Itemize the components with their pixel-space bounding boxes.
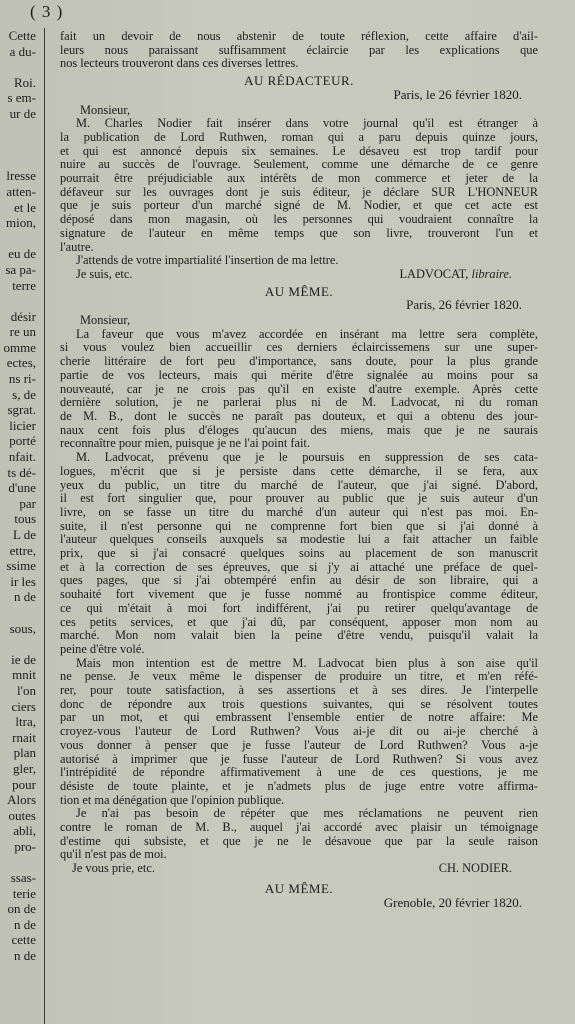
text-line: leurs nous paraissant suffisamment éclaircie par les explications que: [60, 42, 538, 57]
letter2-dateline: Paris, 26 février 1820.: [406, 297, 522, 313]
column-rule: [44, 28, 45, 1024]
left-column-line: Cette: [8, 28, 36, 43]
left-column-line: atten-: [6, 183, 36, 199]
left-column-fragments: [0, 28, 38, 1024]
text-line: cherie littéraire de fort peu d'importance, sans doute, pour la plus grande: [60, 354, 538, 369]
letter2-paragraph-2: [60, 451, 538, 657]
left-column-line: porté: [9, 433, 36, 449]
text-line: et à la correction de ses épreuves, que si j'y ai attaché une préface de quel-: [60, 559, 538, 574]
text-line: suite, il n'est personne qui ne comprenne fort bien que si j'ai donné à: [60, 518, 538, 533]
letter1-closing-formula: Je suis, etc.: [76, 266, 133, 281]
left-column-line: Roi.: [13, 74, 36, 90]
text-line: désiste de toute plainte, et je n'admets plus de juge entre votre affirma-: [60, 778, 538, 793]
left-column-line: terie: [12, 885, 36, 901]
letter3-dateline: Grenoble, 20 février 1820.: [383, 894, 522, 910]
left-column-line: et le: [13, 199, 36, 215]
text-line: qu'il n'est pas de moi.: [60, 847, 167, 862]
text-line: partie de vos lecteurs, mais qui mérite d'être signalée au moins pour sa: [60, 367, 538, 382]
letter3-heading: AU MÊME.: [264, 880, 334, 896]
left-column-line: ectes,: [6, 355, 36, 371]
text-line: peine d'être volé.: [60, 641, 145, 656]
text-line: yeux du public, un titre du marché de l'auteur, que j'ai signé. D'abord,: [60, 477, 538, 492]
letter2-paragraph-4: [60, 807, 538, 862]
left-column-line: désir: [10, 308, 36, 324]
left-column-line: omme: [3, 339, 36, 355]
letter2-closing: Je vous prie, etc.: [72, 861, 155, 876]
letter1-closing: J'attends de votre impartialité l'insertion de ma lettre.: [76, 253, 339, 268]
left-column-line: [0, 636, 38, 652]
left-column-line: Alors: [7, 792, 36, 808]
text-line: dernière solution, je ne parlerai plus ni de M. Ladvocat, ni du roman: [60, 395, 538, 410]
left-column-line: [0, 137, 38, 153]
text-line: si vous voulez bien accueillir ces derniers éclaircissemens sur une super-: [60, 340, 538, 355]
left-column-line: licier: [9, 417, 36, 433]
text-line: croyez-vous l'auteur de Lord Ruthwen? Vous ai-je dit ou ai-je cherché à: [60, 724, 538, 739]
text-line: M. Charles Nodier fait insérer dans votre journal qu'il est étranger à: [76, 116, 538, 131]
text-line: nos lecteurs trouveront dans ces diverses lettres.: [60, 56, 299, 71]
text-line: l'auteur quelques conseils auxquels sa modestie lui a fait attacher un faible: [60, 532, 538, 547]
text-line: l'intrépidité de répondre affirmativement à une de ces questions, je me: [60, 765, 538, 780]
letter1-salutation: Monsieur,: [80, 102, 131, 117]
text-line: M. Ladvocat, prévenu que je le poursuis en suppression de ses cata-: [76, 450, 538, 465]
left-column-line: [0, 122, 38, 138]
left-column-line: sgrat.: [7, 402, 36, 418]
left-column-line: plan: [13, 745, 36, 761]
text-line: prix, que si j'ai consacré quelques soins au placement de son manuscrit: [60, 546, 538, 561]
text-line: la publication de Lord Ruthwen, roman qui a paru depuis quinze jours,: [60, 129, 538, 144]
letter2-signature: CH. NODIER.: [438, 861, 512, 876]
text-line: nuire au succès de l'ouvrage. Seulement, comme une démarche de ce genre: [60, 157, 538, 172]
text-line: marché. Mon nom valait bien la peine d'être vendu, puisqu'il valait la: [60, 628, 538, 643]
left-column-line: n de: [13, 916, 36, 932]
left-column-line: ur de: [9, 105, 36, 121]
text-line: Je n'ai pas besoin de répéter que mes réclamations ne peuvent rien: [76, 806, 538, 821]
left-column-line: l'on: [17, 682, 36, 698]
left-column-line: a du-: [9, 43, 36, 59]
left-column-line: mnit: [12, 667, 36, 683]
left-column-line: ie de: [11, 651, 36, 667]
text-line: déposé dans mon magasin, où les personnes qui voudraient connaître la: [60, 212, 538, 227]
left-column-line: outes: [8, 807, 36, 823]
intro-paragraph: [60, 30, 538, 71]
text-line: défaveur sur les ouvrages dont je suis éditeur, je déclare SUR L'HONNEUR: [60, 184, 538, 199]
letter2-signoff: [60, 862, 538, 876]
text-line: signature de l'auteur en même temps que son livre, trouveront l'un et: [60, 225, 538, 240]
left-column-line: s em-: [7, 90, 36, 106]
left-column-line: [0, 59, 38, 75]
text-line: ce qui m'était à moi fort indifférent, j'ai pu retirer quelqu'avantage de: [60, 600, 538, 615]
left-column-line: s, de: [12, 386, 36, 402]
left-column-line: n de: [13, 589, 36, 605]
left-column-line: [0, 231, 38, 247]
left-column-line: L de: [13, 527, 36, 542]
left-column-line: par: [19, 495, 36, 511]
text-line: ces petits services, et que j'ai dû, par conséquent, apposer mon nom au: [60, 614, 538, 629]
left-column-line: pour: [12, 776, 36, 792]
left-column-line: rnait: [12, 729, 36, 745]
left-column-line: n de: [13, 948, 36, 964]
text-line: donc de répondre aux trois questions suivantes, qui se résolvent toutes: [60, 696, 538, 711]
left-column-line: lresse: [6, 168, 36, 184]
text-line: reconnaître pour mien, puisque je ne l'ai point fait.: [60, 436, 310, 451]
left-column-line: on de: [7, 901, 36, 917]
main-column: [60, 30, 538, 1024]
left-column-line: cette: [11, 932, 36, 948]
letter1-heading: AU RÉDACTEUR.: [244, 73, 354, 89]
left-column-line: ssas-: [10, 870, 36, 886]
text-line: l'autre.: [60, 239, 94, 254]
page-number: ( 3 ): [30, 2, 64, 21]
left-column-line: mion,: [6, 215, 36, 231]
left-column-line: pro-: [14, 838, 36, 854]
text-line: et qui est annoncé depuis six semaines. Le désaveu est trop tardif pour: [60, 143, 538, 158]
letter2-paragraph-1: [60, 328, 538, 451]
left-column-line: ssime: [6, 558, 36, 574]
text-line: nouveauté, car je ne crois pas qu'il en existe d'autre exemple. Après cette: [60, 381, 538, 396]
left-column-line: sa pa-: [5, 261, 36, 277]
left-column-line: gler,: [13, 760, 36, 776]
text-line: logues, m'écrit que si je persiste dans cette démarche, il se fera, aux: [60, 463, 538, 478]
letter1-dateline: Paris, le 26 février 1820.: [393, 86, 522, 102]
left-column-line: [0, 153, 38, 169]
left-column-line: [0, 293, 38, 309]
left-column-line: ns ri-: [8, 371, 36, 387]
letter2-heading: AU MÊME.: [264, 283, 334, 299]
text-line: ques pages, que si j'ai obtempéré enfin au désir de son libraire, qui a: [60, 573, 538, 588]
left-column-line: terre: [12, 277, 36, 293]
left-column-line: [0, 854, 38, 870]
text-line: souhaité fort vivement que je fusse nommé au frontispice comme éditeur,: [60, 587, 538, 602]
text-line: autorisé à imprimer que je fusse l'auteur de Lord Ruthwen? Si vous avez: [60, 751, 538, 766]
text-line: il est fort singulier que, pour prouver au public que je suis auteur d'un: [60, 491, 538, 506]
text-line: tion et ma dénégation que l'opinion publique.: [60, 792, 285, 807]
left-column-line: tous: [14, 511, 36, 527]
left-column-line: ciers: [11, 698, 36, 714]
letter2-paragraph-3: [60, 657, 538, 808]
letter1-signoff: [60, 268, 538, 282]
left-column-line: ettre,: [9, 542, 36, 558]
letter1-body: [60, 117, 538, 254]
left-column-line: ts dé-: [7, 464, 36, 480]
text-line: que je suis porteur d'un marché signé de M. Nodier, et que cet acte est: [60, 198, 538, 213]
text-line: d'estime qui subsiste, et que je ne le désavoue que par la seule raison: [60, 833, 538, 848]
text-line: par un mot, et qui embrassent l'ensemble entier de notre affaire: Me: [60, 710, 538, 725]
text-line: vous donner à penser que je fusse l'auteur de Lord Ruthwen? Vous a-je: [60, 737, 538, 752]
left-column-line: ltra,: [15, 714, 36, 730]
left-column-line: d'une: [8, 480, 36, 496]
text-line: fait un devoir de nous abstenir de toute réflexion, cette affaire d'ail-: [60, 30, 538, 43]
left-column-line: eu de: [8, 246, 36, 262]
left-column-line: sous,: [9, 620, 36, 636]
left-column-line: abli,: [13, 823, 36, 839]
letter1-signature: LADVOCAT, libraire.: [399, 266, 512, 281]
text-line: La faveur que vous m'avez accordée en insérant ma lettre sera complète,: [76, 326, 538, 341]
left-column-line: re un: [9, 324, 36, 340]
text-line: naux cent fois plus d'éloges qu'aucun des miens, mais que je ne saurais: [60, 422, 538, 437]
left-column-line: [0, 605, 38, 621]
text-line: rer, pour toute satisfaction, à ses assertions et à ses dires. Je l'interpelle: [60, 683, 538, 698]
text-line: Mais mon intention est de mettre M. Ladvocat bien plus à son aise qu'il: [76, 655, 538, 670]
text-line: ne pense. Je veux même le dispenser de produire un titre, et m'en réfé-: [60, 669, 538, 684]
left-column-line: nfait.: [8, 449, 36, 465]
letter2-salutation: Monsieur,: [80, 313, 131, 328]
text-line: livre, on se fasse un titre du marché d'un auteur qui n'est pas moi. En-: [60, 504, 538, 519]
text-line: de M. B., dont le succès ne paraît pas douteux, et qui a obtenu des jour-: [60, 408, 538, 423]
text-line: pourrait être préjudiciable aux intérêts de mon commerce et jeter de la: [60, 171, 538, 186]
text-line: contre le roman de M. B., auquel j'ai accordé avec plaisir un témoignage: [60, 820, 538, 835]
left-column-line: ir les: [10, 573, 36, 589]
